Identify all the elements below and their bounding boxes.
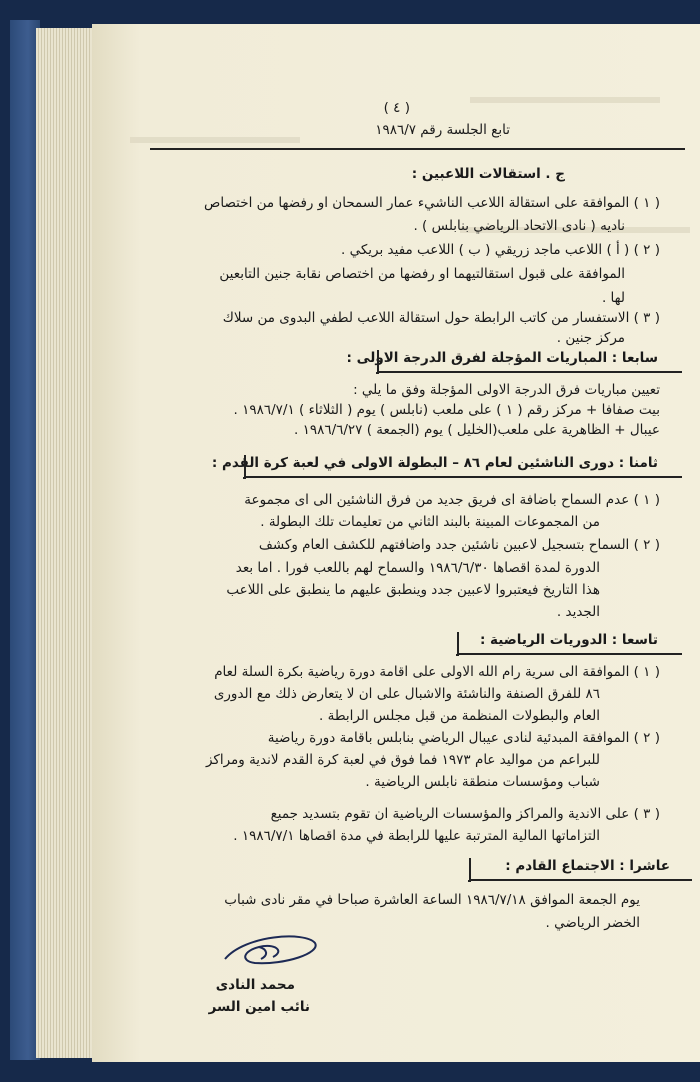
signatory-name: محمد النادى	[215, 977, 295, 993]
section-j-line: ( ١ ) الموافقة على استقالة اللاعب الناشيء عمار السمحان او رفضها من اختصاص	[204, 195, 660, 211]
section-10-heading: عاشرا : الاجتماع القادم :	[505, 858, 670, 874]
signatory-title: نائب امين السر	[208, 999, 310, 1015]
section-8-line: ( ١ ) عدم السماح باضافة اى فريق جديد من فرق الناشئين الى اى مجموعة	[244, 492, 660, 508]
section-j-line: لها .	[601, 290, 625, 306]
section-9-line: ( ١ ) الموافقة الى سرية رام الله الاولى على اقامة دورة رياضية بكرة السلة لعام	[214, 664, 660, 680]
section-j-line: ( ٣ ) الاستفسار من كاتب الرابطة حول استقالة اللاعب لطفي البدوى من سلاك	[222, 310, 660, 326]
section-9-line: ( ٣ ) على الاندية والمراكز والمؤسسات الرياضية ان تقوم بتسديد جميع	[270, 806, 660, 822]
section-9-line: ( ٢ ) الموافقة المبدئية لنادى عيبال الرياضي بنابلس باقامة دورة رياضية	[267, 730, 660, 746]
section-7-heading: سابعا : المباريات المؤجلة لفرق الدرجة الاولى :	[346, 350, 658, 366]
section-j-heading: ج . استقالات اللاعبين :	[411, 166, 565, 182]
section-9-line: التزاماتها المالية المترتبة عليها للرابطة في مدة اقصاها ١٩٨٦/٧/١ .	[233, 828, 600, 844]
section-7-hook	[376, 350, 379, 374]
section-9-underline	[458, 653, 682, 655]
section-8-line: ( ٢ ) السماح بتسجيل لاعبين ناشئين جدد واضافتهم للكشف العام وكشف	[258, 537, 660, 553]
section-9-line: للبراعم من مواليد عام ١٩٧٣ فما فوق في لعبة كرة القدم لاندية ومراكز	[205, 752, 600, 768]
section-7-line: عيبال + الظاهرية على ملعب(الخليل ) يوم (الجمعة ) ١٩٨٦/٦/٢٧ .	[293, 422, 660, 438]
handwritten-signature	[215, 925, 325, 975]
section-j-line: ناديه ( نادى الاتحاد الرياضي بنابلس ) .	[413, 218, 625, 234]
section-8-line: الجديد .	[556, 604, 600, 620]
section-10-line: يوم الجمعة الموافق ١٩٨٦/٧/١٨ الساعة العاشرة صباحا في مقر نادى شباب	[224, 892, 640, 908]
section-8-line: الدورة لمدة اقصاها ١٩٨٦/٦/٣٠ والسماح لهم باللعب فورا . اما بعد	[235, 560, 600, 576]
section-j-line: الموافقة على قبول استقالتيهما او رفضها من اختصاص نقابة جنين التابعين	[219, 266, 625, 282]
section-8-underline	[245, 476, 682, 478]
section-9-line: شباب ومؤسسات منطقة نابلس الرياضية .	[365, 774, 600, 790]
section-j-line: ( ٢ ) ( أ ) اللاعب ماجد زريقي ( ب ) اللاعب مفيد بريكي .	[341, 242, 660, 258]
section-8-heading: ثامنا : دورى الناشئين لعام ٨٦ – البطولة الاولى في لعبة كرة القدم :	[211, 455, 658, 471]
section-8-line: من المجموعات المبينة بالبند الثاني من تعليمات تلك البطولة .	[260, 514, 600, 530]
page-number: ( ٤ )	[383, 100, 410, 116]
section-j-line: مركز جنين .	[556, 330, 625, 346]
section-9-line: العام والبطولات المنظمة من قبل مجلس الرابطة .	[319, 708, 600, 724]
section-9-hook	[456, 632, 459, 656]
section-10-hook	[468, 858, 471, 882]
section-7-line: بيت صفافا + مركز رقم ( ١ ) على ملعب (نابلس ) يوم ( الثلاثاء ) ١٩٨٦/٧/١ .	[233, 402, 660, 418]
section-7-underline	[378, 371, 682, 373]
section-9-line: ٨٦ للفرق الصنفة والناشئة والاشبال على ان لا يتعارض ذلك مع الدورى	[213, 686, 600, 702]
section-8-line: هذا التاريخ فيعتبروا لاعبين جدد وينطبق عليهم ما ينطبق على اللاعب	[226, 582, 600, 598]
section-10-underline	[470, 879, 692, 881]
section-9-heading: تاسعا : الدوريات الرياضية :	[479, 632, 658, 648]
header-rule	[150, 148, 685, 150]
continuation-title: تابع الجلسة رقم ١٩٨٦/٧	[375, 122, 510, 138]
section-10-line: الخضر الرياضي .	[545, 915, 640, 931]
section-8-hook	[243, 455, 246, 479]
section-7-line: تعيين مباريات فرق الدرجة الاولى المؤجلة وفق ما يلي :	[353, 382, 660, 398]
